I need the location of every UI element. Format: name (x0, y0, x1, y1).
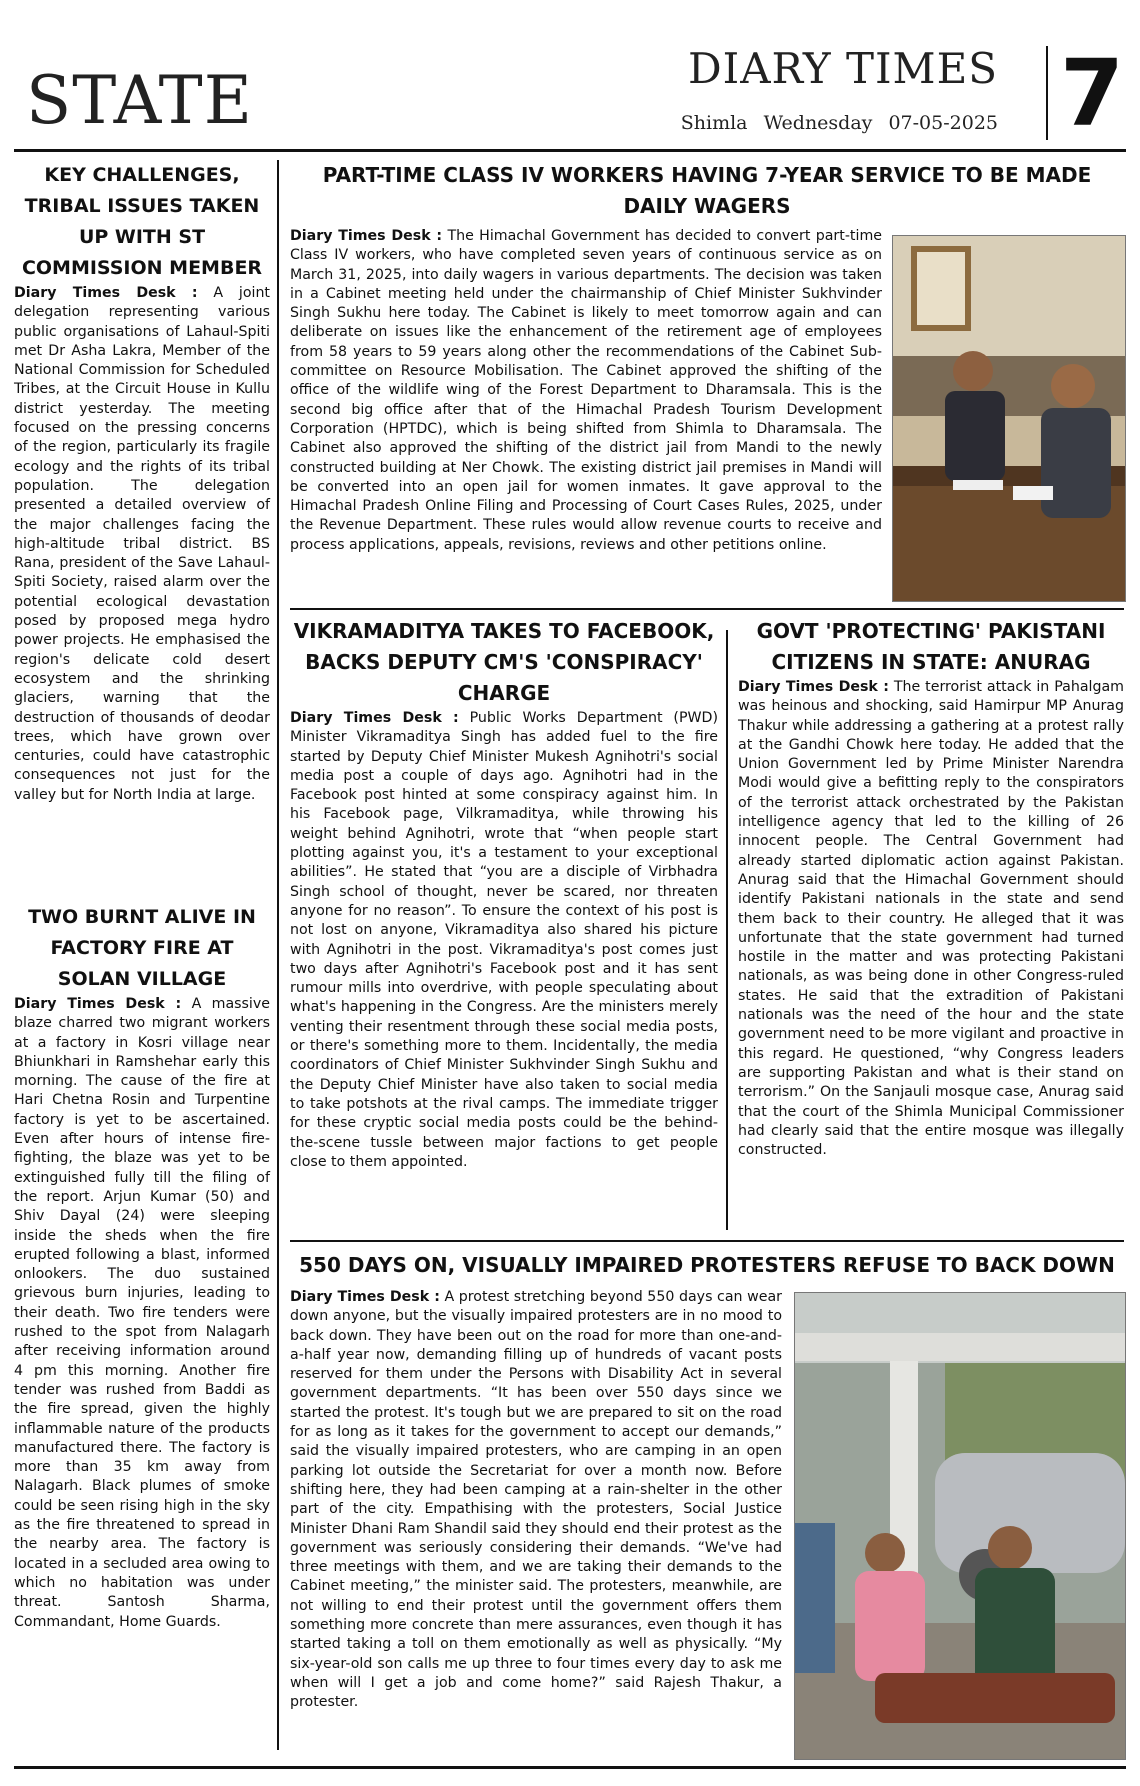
article-body (14, 284, 270, 805)
dateline-date: 07-05-2025 (888, 112, 998, 134)
article-body (290, 709, 718, 1172)
dateline-day: Wednesday (763, 112, 873, 134)
article-byline: Diary Times Desk : (290, 710, 459, 726)
protesters-photo (794, 1292, 1126, 1760)
section-divider-bottom (290, 1240, 1124, 1242)
cabinet-meeting-photo (892, 235, 1126, 602)
article-text: A protest stretching beyond 550 days can wear down anyone, but the visually impaired protesters are in no mood to back down. They have been out on the road for more than one-and-a-half year now, demanding filling up of hundreds of vacant posts reserved for them under the Persons with Disability Act in several government departments. “It has been over 550 days since we started the protest. It's tough but we are prepared to sit on the road for as long as it takes for the government to accept our demands,” said the visually impaired protesters, who are camping in an open parking lot outside the Secretariat for over a month now. Before shifting here, they had been camping at a rain-shelter in the other part of the city. Empathising with the protesters, Social Justice Minister Dhani Ram Shandil said they should end their protest as the government was seriously considering their demands. “We've had three meetings with them, and we are taking their demands to the Cabinet meeting,” the minister said. The protesters, meanwhile, are not willing to end their protest until the government offers them something more concrete than mere assurances, even though it has started taking a toll on them emotionally as well as physically. “My six-year-old son calls me up three to four times every day to ask me when will I get a job and come home?” said Rajesh Thakur, a protester. (290, 1289, 782, 1711)
article-tribal (14, 160, 270, 805)
article-protest (290, 1250, 1124, 1281)
article-text: The terrorist attack in Pahalgam was heinous and shocking, said Hamirpur MP Anurag Thakur while addressing a gathering at a protest rally at the Gandhi Chowk here today. He added that the Union Government led by Prime Minister Narendra Modi would give a befitting reply to the conspirators of the terrorist attack orchestrated by the Pakistan intelligence agency that led to the killing of 26 innocent people. The Central Government had already started diplomatic action against Pakistan. Anurag said that the Himachal Government should identify Pakistani nationals in the state and send them back to their country. He alleged that it was unfortunate that the state government had turned hostile in the matter and was protecting Pakistani nationals, as was being done in other Congress-ruled states. He said that the extradition of Pakistani nationals was the need of the hour and the state government need to be more vigilant and proactive in this regard. He questioned, “why Congress leaders are supporting Pakistan and what is their stand on terrorism.” On the Sanjauli mosque case, Anurag said that the court of the Shimla Municipal Commissioner had clearly said that the entire mosque was illegally constructed. (738, 679, 1124, 1159)
article-fire (14, 902, 270, 1632)
article-body (290, 227, 882, 555)
section-title: STATE (26, 62, 253, 139)
dateline-city: Shimla (680, 112, 748, 134)
page-number: 7 (1060, 40, 1125, 147)
article-body (290, 1288, 782, 1713)
footer-rule (14, 1766, 1126, 1769)
article-body (14, 995, 270, 1632)
dateline (638, 112, 998, 134)
article-byline: Diary Times Desk : (290, 228, 443, 244)
article-byline: Diary Times Desk : (14, 996, 182, 1012)
masthead-divider (1046, 46, 1048, 140)
article-text: Public Works Department (PWD) Minister Vikramaditya Singh has added fuel to the fire started by Deputy Chief Minister Mukesh Agnihotri's social media post a couple of days ago. Agnihotri had in the Facebook post hinted at some conspiracy against him. In his Facebook page, Vilkramaditya, while throwing his weight behind Agnihotri, wrote that “when people start plotting against you, it's a testament to your exceptional abilities”. He stated that “you are a disciple of Virbhadra Singh school of thought, never be scared, nor threaten anyone for no reason”. To ensure the context of his post is not lost on anyone, Vikramaditya also shared his picture with Agnihotri in the post. Vikramaditya's post comes just two days after Agnihotri's Facebook post and it has sent rumour mills into overdrive, with people speculating about what's happening in the Congress. Are the ministers merely venting their resentment through these social media posts, or there's something more to them. Incidentally, the media coordinators of Chief Minister Sukhvinder Singh Sukhu and the Deputy Chief Minister have also taken to social media to take potshots at the rival camps. The immediate trigger for these cryptic social media posts could be the behind-the-scene tussle between major factions to get people close to them appointed. (290, 710, 719, 1170)
article-byline: Diary Times Desk : (14, 285, 198, 301)
header-rule (14, 149, 1126, 152)
article-facebook (290, 616, 718, 1172)
article-headline: 550 DAYS ON, VISUALLY IMPAIRED PROTESTERS REFUSE TO BACK DOWN (299, 1253, 1115, 1277)
protesters-image (795, 1293, 1125, 1759)
article-headline: KEY CHALLENGES, TRIBAL ISSUES TAKEN UP WITH ST COMMISSION MEMBER (21, 164, 263, 279)
article-body (738, 678, 1124, 1160)
column-divider-left (277, 160, 279, 1750)
article-text: A joint delegation representing various public organisations of Lahaul-Spiti met Dr Asha Lakra, Member of the National Commission for Scheduled Tribes, at the Circuit House in Kullu district yesterday. The meeting focused on the pressing concerns of the region, particularly its fragile ecology and the rights of its tribal population. The delegation presented a detailed overview of the major challenges facing the high-altitude tribal district. BS Rana, president of the Save Lahaul-Spiti Society, raised alarm over the potential ecological devastation posed by proposed mega hydro power projects. He emphasised the region's delicate cold desert ecosystem and the shrinking glaciers, warning that the destruction of thousands of deodar trees, which have grown over centuries, could have catastrophic consequences not just for the valley but for North India at large. (14, 285, 270, 803)
article-headline: TWO BURNT ALIVE IN FACTORY FIRE AT SOLAN VILLAGE (28, 906, 256, 990)
article-text: The Himachal Government has decided to convert part-time Class IV workers, who have completed seven years of continuous service as on March 31, 2025, into daily wagers in various departments. The decision was taken in a Cabinet meeting held under the chairmanship of Chief Minister Sukhvinder Singh Sukhu here today. The Cabinet is likely to meet tomorrow again and can deliberate on issues like the enhancement of the retirement age of employees from 58 years to 59 years along other the recommendations of the Cabinet Sub-committee on Resource Mobilisation. The Cabinet approved the shifting of the office of the wildlife wing of the Forest Department to Dharamsala. This is the second big office after that of the Himachal Pradesh Tourism Development Corporation (HPTDC), which is being shifted from Shimla to Dharamsala. The Cabinet also approved the shifting of the district jail from Mandi to the newly constructed building at Ner Chowk. The existing district jail premises in Mandi will be converted into an open jail for women inmates. It gave approval to the Himachal Pradesh Online Filing and Processing of Court Cases Rules, 2025, under the Revenue Department. These rules would allow revenue courts to receive and process applications, appeals, revisions, reviews and other petitions online. (290, 228, 882, 553)
article-anurag (738, 616, 1124, 1160)
masthead-title: DIARY TIMES (687, 44, 998, 93)
article-headline: GOVT 'PROTECTING' PAKISTANI CITIZENS IN STATE: ANURAG (756, 619, 1106, 674)
cabinet-meeting-image (893, 236, 1125, 601)
article-byline: Diary Times Desk : (738, 679, 889, 695)
article-headline: PART-TIME CLASS IV WORKERS HAVING 7-YEAR SERVICE TO BE MADE DAILY WAGERS (322, 163, 1092, 218)
article-class-iv (290, 160, 1124, 222)
article-text: A massive blaze charred two migrant workers at a factory in Kosri village near Bhiunkhari in Ramshehar early this morning. The cause of the fire at Hari Chetna Rosin and Turpentine factory is yet to be ascertained. Even after hours of intense fire-fighting, the blaze was yet to be extinguished fully till the filing of the report. Arjun Kumar (50) and Shiv Dayal (24) were sleeping inside the sheds when the fire erupted following a blast, informed onlookers. The duo sustained grievous burn injuries, leading to their death. Two fire tenders were rushed to the spot from Nalagarh after receiving information around 4 pm this morning. Another fire tender was rushed from Baddi as the fire spread, given the highly inflammable nature of the products manufactured there. The factory is more than 35 km away from Nalagarh. Black plumes of smoke could be seen rising high in the sky as the fire threatened to spread in the nearby area. The factory is located in a secluded area owing to which no habitation was under threat. Santosh Sharma, Commandant, Home Guards. (14, 996, 270, 1630)
column-divider-middle (726, 630, 728, 1230)
article-byline: Diary Times Desk : (290, 1289, 440, 1305)
section-divider-top (290, 608, 1124, 610)
article-headline: VIKRAMADITYA TAKES TO FACEBOOK, BACKS DEPUTY CM'S 'CONSPIRACY' CHARGE (293, 619, 715, 705)
